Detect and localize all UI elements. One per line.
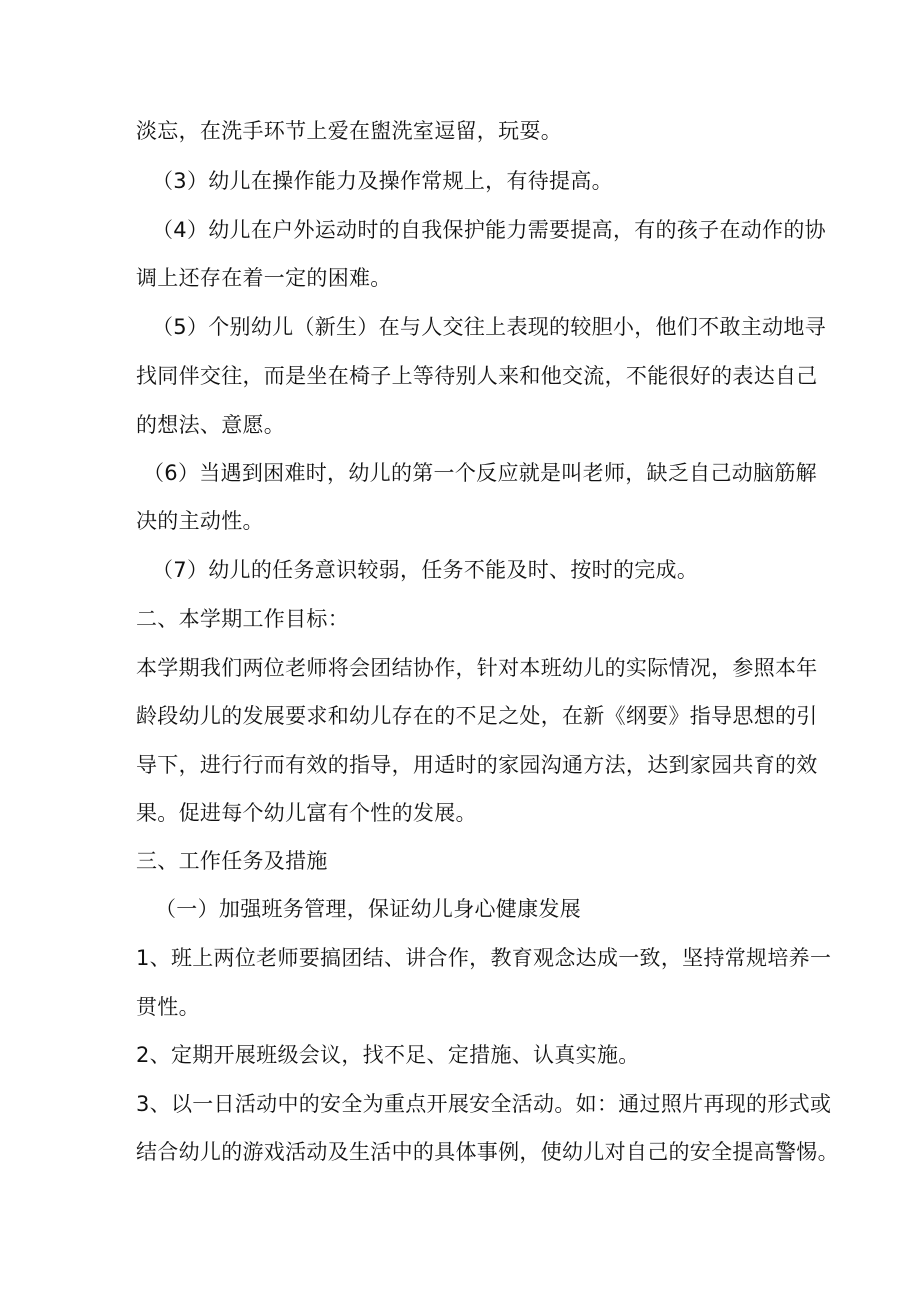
text-line: 1、班上两位老师要搞团结、讲合作，教育观念达成一致，坚持常规培养一	[136, 946, 832, 970]
subsection-heading: （一）加强班务管理，保证幼儿身心健康发展	[155, 897, 581, 921]
text-line: 导下，进行行而有效的指导，用适时的家园沟通方法，达到家园共育的效	[136, 753, 818, 777]
text-line: 决的主动性。	[136, 509, 264, 533]
text-line: 的想法、意愿。	[136, 413, 286, 437]
text-line: （3）幼儿在操作能力及操作常规上，有待提高。	[152, 169, 613, 193]
text-line: 2、定期开展班级会议，找不足、定措施、认真实施。	[136, 1043, 640, 1067]
text-line: 调上还存在着一定的困难。	[136, 266, 392, 290]
text-line: 3、以一日活动中的安全为重点开展安全活动。如：通过照片再现的形式或	[136, 1092, 832, 1116]
section-heading: 二、本学期工作目标：	[136, 607, 349, 631]
text-line: 龄段幼儿的发展要求和幼儿存在的不足之处，在新《纲要》指导思想的引	[136, 704, 818, 728]
text-line: 淡忘，在洗手环节上爱在盥洗室逗留，玩耍。	[136, 119, 562, 143]
text-line: （7）幼儿的任务意识较弱，任务不能及时、按时的完成。	[152, 558, 699, 582]
text-line: （4）幼儿在户外运动时的自我保护能力需要提高，有的孩子在动作的协	[152, 218, 826, 242]
section-heading: 三、工作任务及措施	[136, 849, 328, 873]
text-line: 果。促进每个幼儿富有个性的发展。	[136, 801, 477, 825]
text-line: 本学期我们两位老师将会团结协作，针对本班幼儿的实际情况，参照本年	[136, 656, 818, 680]
text-line: （6）当遇到困难时，幼儿的第一个反应就是叫老师，缺乏自己动脑筋解	[143, 461, 817, 485]
text-line: 找同伴交往，而是坐在椅子上等待别人来和他交流，不能很好的表达自己	[136, 364, 818, 388]
text-line: 贯性。	[136, 995, 200, 1019]
text-line: 结合幼儿的游戏活动及生活中的具体事例，使幼儿对自己的安全提高警惕。	[136, 1140, 839, 1164]
text-line: （5）个别幼儿（新生）在与人交往上表现的较胆小，他们不敢主动地寻	[152, 315, 826, 339]
